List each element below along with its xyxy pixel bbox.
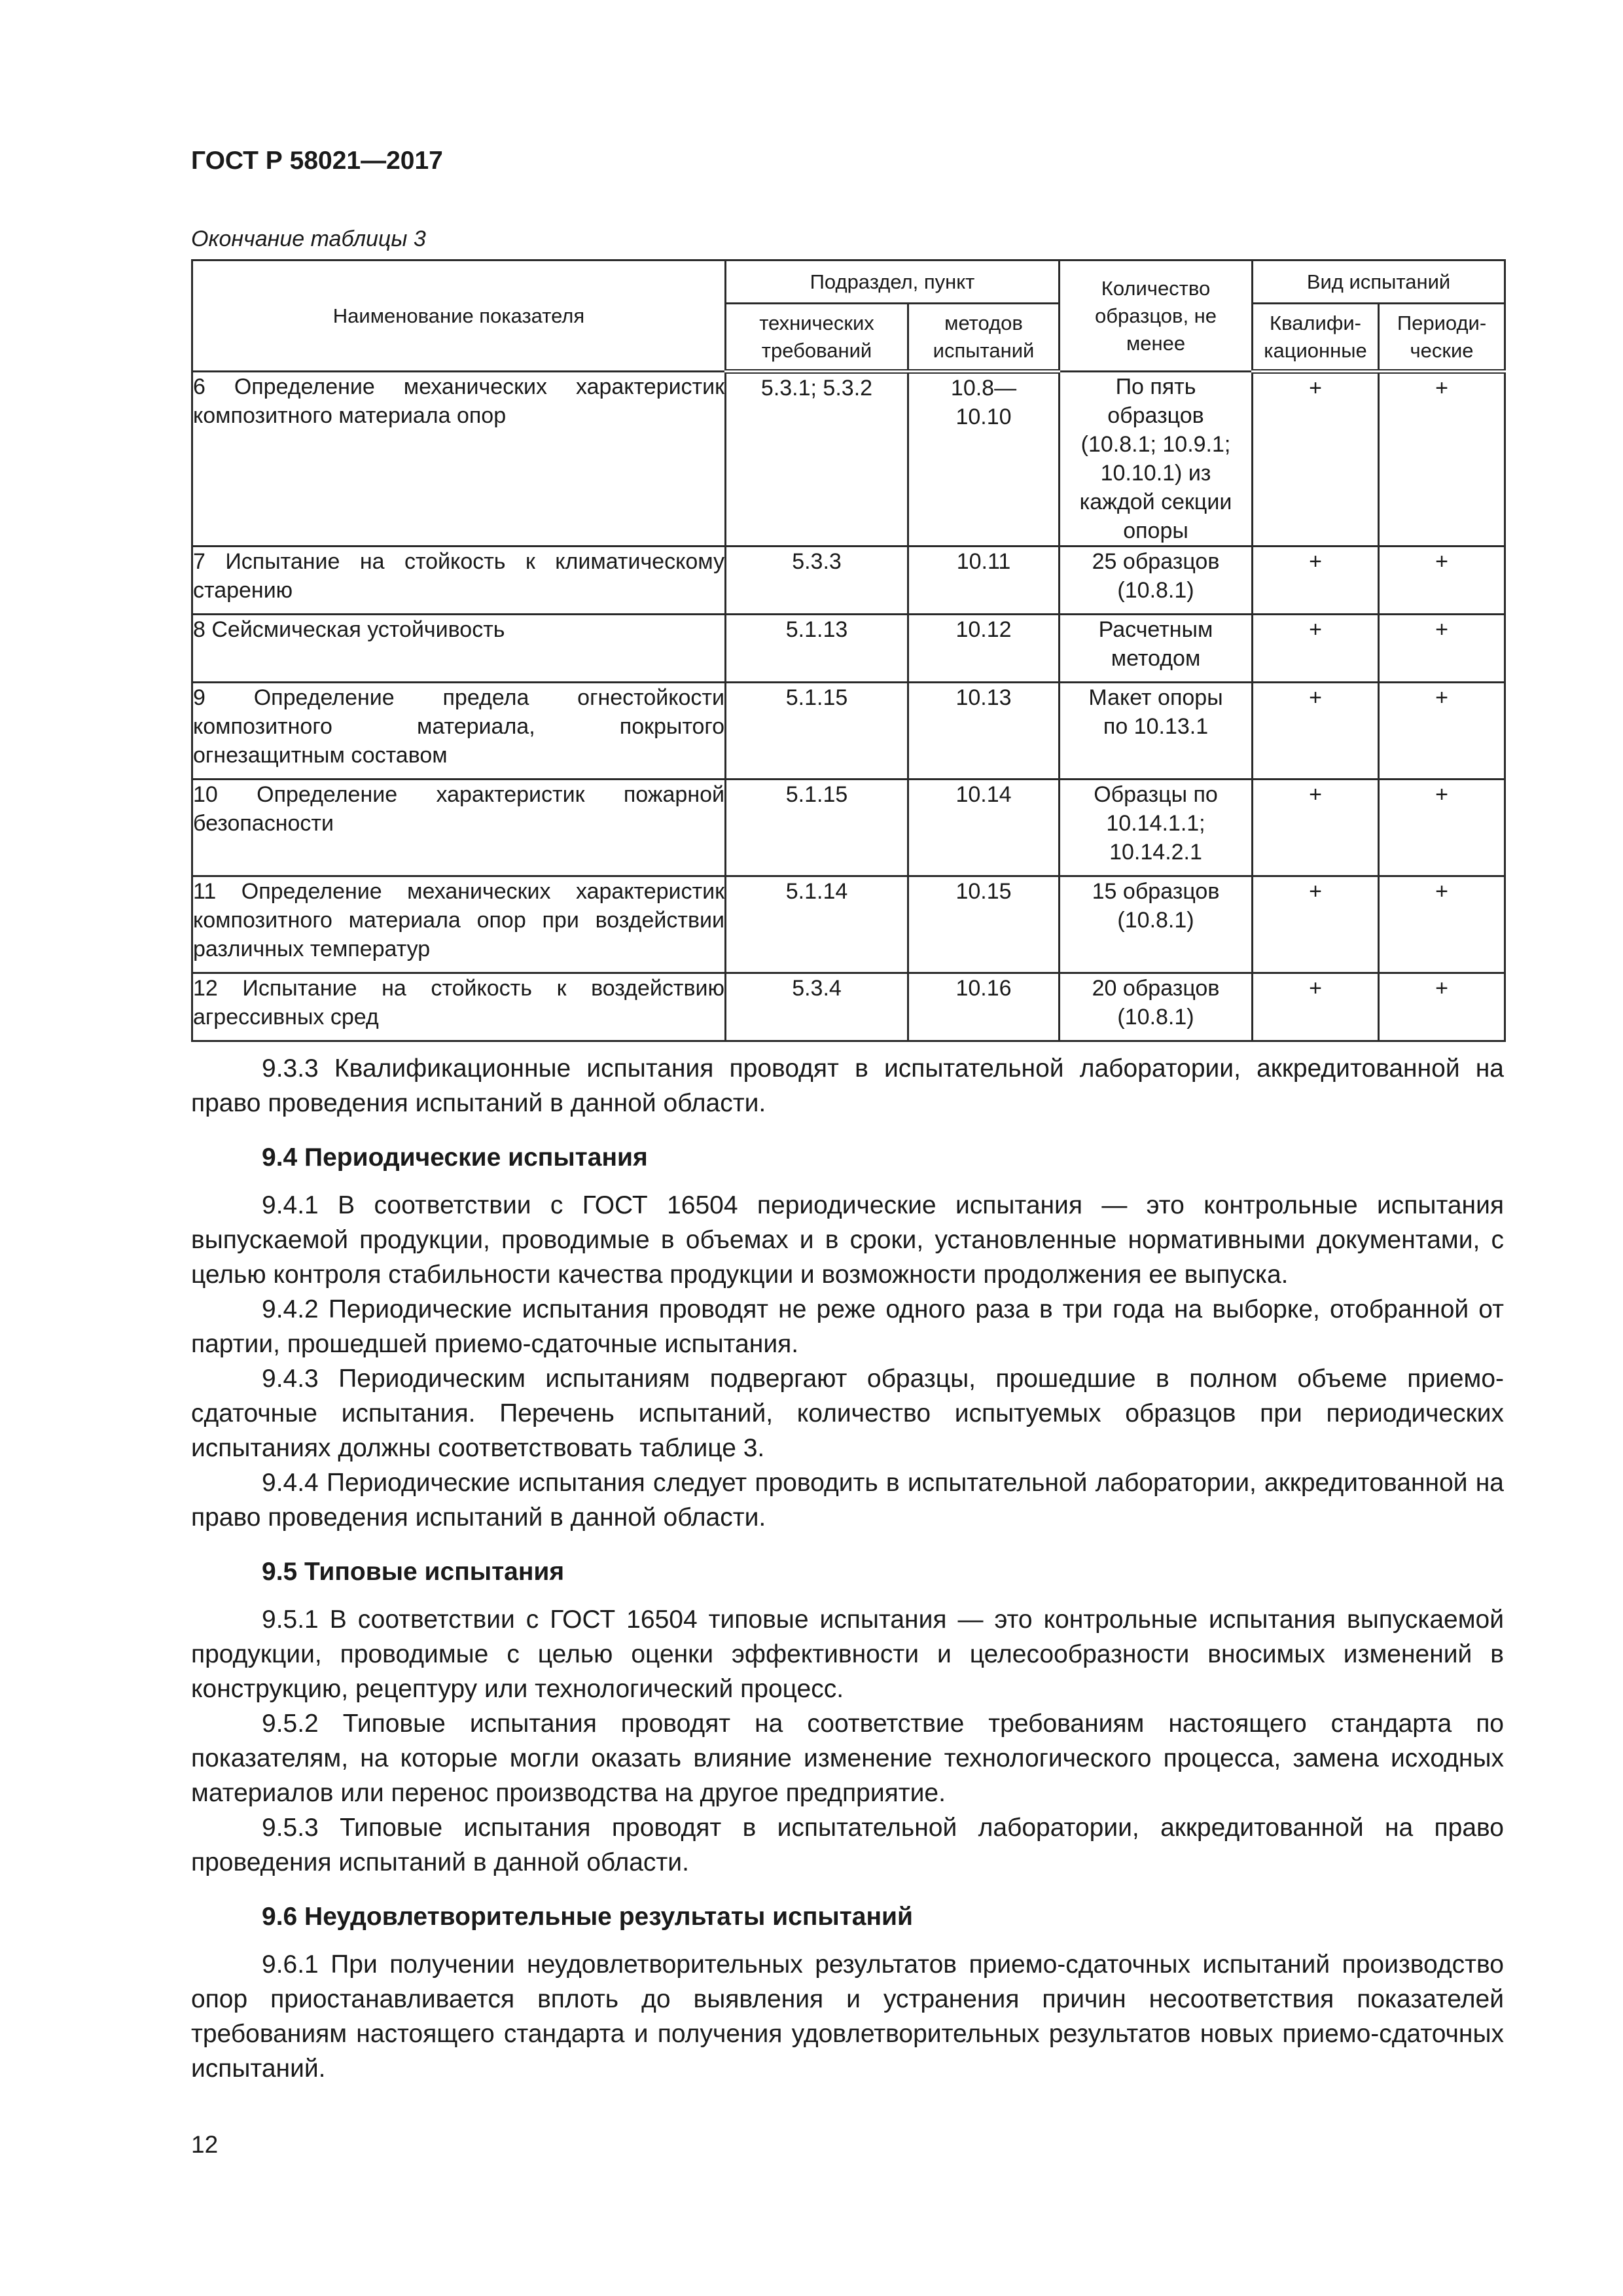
- row-tech: 5.1.14: [726, 876, 908, 973]
- row-qualification: +: [1253, 973, 1379, 1041]
- header-test-type-cell: Вид испытаний: [1253, 260, 1505, 304]
- row-periodic: +: [1379, 973, 1505, 1041]
- header-name-cell: Наименование показателя: [192, 260, 726, 372]
- table-row: [192, 683, 1505, 780]
- heading-9-4: 9.4 Периодические испытания: [262, 1143, 648, 1172]
- header-periodic: Периоди-ческие: [1379, 304, 1505, 372]
- row-periodic: +: [1379, 372, 1505, 547]
- paragraph-9-5-3: 9.5.3 Типовые испытания проводят в испытательной лаборатории, аккредитованной на право проведения испытаний в данной области.: [191, 1814, 1504, 1876]
- table-row: [192, 780, 1505, 876]
- row-tech: 5.1.15: [726, 780, 908, 876]
- row-method: 10.13: [908, 683, 1060, 780]
- header-qualification: Квалифи-кационные: [1253, 304, 1379, 372]
- row-qualification: +: [1253, 780, 1379, 876]
- row-name: 9 Определение предела огнестойкости композитного материала, покрытого огнезащитным составом: [192, 683, 726, 780]
- row-count: Расчетным методом: [1060, 615, 1253, 683]
- row-method: 10.14: [908, 780, 1060, 876]
- paragraph-9-4-3: 9.4.3 Периодическим испытаниям подвергают образцы, прошедшие в полном объеме приемо-сдаточные испытания. Перечень испытаний, количество испытуемых образцов при периодических испытаниях должны соответствовать таблице 3.: [191, 1365, 1504, 1462]
- row-qualification: +: [1253, 547, 1379, 615]
- heading-9-5: 9.5 Типовые испытания: [262, 1558, 565, 1586]
- document-page: [191, 0, 1504, 2296]
- row-method: 10.15: [908, 876, 1060, 973]
- row-periodic: +: [1379, 780, 1505, 876]
- header-test-methods: методов испытаний: [908, 304, 1060, 372]
- row-count: 25 образцов (10.8.1): [1060, 547, 1253, 615]
- row-tech: 5.1.13: [726, 615, 908, 683]
- row-name: 7 Испытание на стойкость к климатическому старению: [192, 547, 726, 615]
- table-row: [192, 973, 1505, 1041]
- row-tech: 5.3.1; 5.3.2: [726, 372, 908, 547]
- page-number: 12: [191, 2131, 219, 2158]
- table-row: [192, 615, 1505, 683]
- row-tech: 5.3.3: [726, 547, 908, 615]
- row-periodic: +: [1379, 615, 1505, 683]
- row-name: 10 Определение характеристик пожарной безопасности: [192, 780, 726, 876]
- row-method: 10.8— 10.10: [908, 372, 1060, 547]
- row-count: По пять образцов (10.8.1; 10.9.1; 10.10.1) из каждой секции опоры: [1060, 372, 1253, 547]
- paragraph-9-4-1: 9.4.1 В соответствии с ГОСТ 16504 периодические испытания — это контрольные испытания выпускаемой продукции, проводимые в объемах и в сроки, установленные нормативными документами, с целью контроля стабильности качества продукции и возможности продолжения ее выпуска.: [191, 1191, 1504, 1289]
- paragraph-9-4-4: 9.4.4 Периодические испытания следует проводить в испытательной лаборатории, аккредитованной на право проведения испытаний в данной области.: [191, 1469, 1504, 1532]
- row-name: 11 Определение механических характеристик композитного материала опор при воздействии различных температур: [192, 876, 726, 973]
- paragraph-9-6-1: 9.6.1 При получении неудовлетворительных результатов приемо-сдаточных испытаний производство опор приостанавливается вплоть до выявления и устранения причин несоответствия показателей требованиям настоящего стандарта и получения удовлетворительных результатов новых приемо-сдаточных испытаний.: [191, 1950, 1504, 2083]
- row-name: 12 Испытание на стойкость к воздействию агрессивных сред: [192, 973, 726, 1041]
- body-text: [191, 1051, 1504, 2086]
- row-method: 10.12: [908, 615, 1060, 683]
- table-row: [192, 876, 1505, 973]
- table-caption: Окончание таблицы 3: [191, 226, 426, 251]
- tests-table-main: [191, 259, 1506, 1042]
- table-row: [192, 547, 1505, 615]
- row-name: 6 Определение механических характеристик композитного материала опор: [192, 372, 726, 547]
- row-qualification: +: [1253, 876, 1379, 973]
- row-count: 15 образцов (10.8.1): [1060, 876, 1253, 973]
- row-qualification: +: [1253, 615, 1379, 683]
- header-sample-count-cell: Количество образцов, не менее: [1060, 260, 1253, 372]
- row-qualification: +: [1253, 372, 1379, 547]
- row-tech: 5.3.4: [726, 973, 908, 1041]
- row-name: 8 Сейсмическая устойчивость: [192, 615, 726, 683]
- row-count: Макет опоры по 10.13.1: [1060, 683, 1253, 780]
- row-method: 10.11: [908, 547, 1060, 615]
- header-tech-requirements: технических требований: [726, 304, 908, 372]
- row-periodic: +: [1379, 876, 1505, 973]
- heading-9-6: 9.6 Неудовлетворительные результаты испытаний: [262, 1903, 913, 1931]
- standard-id-header: ГОСТ Р 58021—2017: [191, 147, 443, 175]
- row-count: 20 образцов (10.8.1): [1060, 973, 1253, 1041]
- row-count: Образцы по 10.14.1.1; 10.14.2.1: [1060, 780, 1253, 876]
- paragraph-9-4-2: 9.4.2 Периодические испытания проводят не реже одного раза в три года на выборке, отобранной от партии, прошедшей приемо-сдаточные испытания.: [191, 1295, 1504, 1358]
- row-method: 10.16: [908, 973, 1060, 1041]
- row-tech: 5.1.15: [726, 683, 908, 780]
- paragraph-9-5-1: 9.5.1 В соответствии с ГОСТ 16504 типовые испытания — это контрольные испытания выпускаемой продукции, проводимые с целью оценки эффективности и целесообразности вносимых изменений в конструкцию, рецептуру или технологический процесс.: [191, 1605, 1504, 1703]
- row-periodic: +: [1379, 547, 1505, 615]
- header-subsection-cell: Подраздел, пункт: [726, 260, 1060, 304]
- row-periodic: +: [1379, 683, 1505, 780]
- paragraph-9-5-2: 9.5.2 Типовые испытания проводят на соответствие требованиям настоящего стандарта по показателям, на которые могли оказать влияние изменение технологического процесса, замена исходных материалов или перенос производства на другое предприятие.: [191, 1710, 1504, 1807]
- paragraph-9-3-3: 9.3.3 Квалификационные испытания проводят в испытательной лаборатории, аккредитованной на право проведения испытаний в данной области.: [191, 1054, 1504, 1117]
- table-row: [192, 372, 1505, 547]
- row-qualification: +: [1253, 683, 1379, 780]
